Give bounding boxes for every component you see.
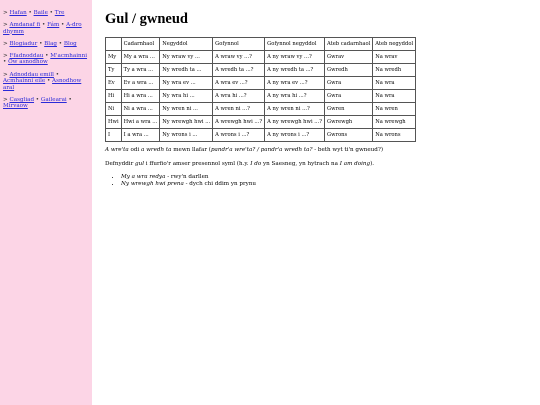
table-cell: Gwrewgh [325,116,373,129]
table-cell: I [106,129,122,142]
table-row [106,51,416,64]
paragraph-text: Defnyddir [105,161,136,167]
table-row [106,129,416,142]
table-cell: Ni [106,103,122,116]
nav-link-amdanaf-fi[interactable]: Amdanaf fi [9,22,41,29]
table-cell: Ny wraw vy ... [160,51,213,64]
nav-separator: • [66,96,72,103]
table-cell: Ev [106,77,122,90]
table-cell: A wra hi ...? [213,90,265,103]
table-cell: Ny wredh ta ... [160,64,213,77]
table-cell: Hwi [106,116,122,129]
nav-link-blogiadur[interactable]: Blogiadur [9,40,38,47]
example-term: I am doing [339,161,371,167]
nav-separator: • [57,40,64,47]
list-item [121,181,535,188]
table-row [106,90,416,103]
nav-link-adnoddau-emill[interactable]: Adnoddau emill [9,71,54,78]
nav-separator: • [37,40,45,47]
nav-link-casgliad[interactable]: Casgliad [9,96,35,103]
nav-link-gailearai[interactable]: Gailearai [40,96,67,103]
table-cell: Ty [106,64,122,77]
nav-separator: • [59,22,67,29]
example-translation: - rwy'n darllen [165,174,209,180]
nav-separator: • [3,59,9,66]
nav-link-acmhainni-eile[interactable]: Acmhainni eile [3,78,46,85]
table-cell: Ny wra ev ... [160,77,213,90]
table-cell: Hi [106,90,122,103]
example-term: My a wra redya [121,174,166,180]
nav-gallery [3,97,90,110]
table-cell: Ny wra hi ... [160,90,213,103]
table-row [106,103,416,116]
header-cell: Gofynnol negyddol [265,38,325,51]
table-cell: I a wra ... [121,129,160,142]
table-cell: Gwredh [325,64,373,77]
table-cell: Gwren [325,103,373,116]
table-cell: Ny wren ni ... [160,103,213,116]
header-cell: Negyddol [160,38,213,51]
header-cell: Gofynnol [213,38,265,51]
header-cell: Ateb negyddol [373,38,416,51]
table-cell: Ty a wra ... [121,64,160,77]
table-cell: Na wrons [373,129,416,142]
table-cell: Hwi a wra ... [121,116,160,129]
nav-link-baile[interactable]: Baile [33,10,48,16]
table-row [106,64,416,77]
list-item [121,174,535,181]
table-cell: A wra ev ...? [213,77,265,90]
table-cell: Na wredh [373,64,416,77]
table-cell: Na wra [373,90,416,103]
main-content [105,10,535,188]
table-cell: Ni a wra ... [121,103,160,116]
table-row [106,116,416,129]
table-cell: Na wren [373,103,416,116]
header-cell [106,38,122,51]
nav-prefix: > [3,71,10,78]
paragraph-text: mewn llafar ( [171,147,211,153]
nav-blog [3,41,90,48]
table-cell: Gwra [325,77,373,90]
example-term: Ny wrewgh hwi prena [121,181,184,187]
example-term: I do [250,161,262,167]
table-cell: Na wrewgh [373,116,416,129]
table-cell: A ny wrewgh hwi ...? [265,116,325,129]
header-cell: Cadarnhaol [121,38,160,51]
table-cell: A wrons i ...? [213,129,265,142]
table-row [106,77,416,90]
nav-separator: • [45,78,53,85]
nav-separator: • [53,71,59,78]
conjugation-table [105,37,416,142]
table-cell: Ev a wra ... [121,77,160,90]
table-cell: Hi a wra ... [121,90,160,103]
usage-note-paragraph [105,147,535,154]
nav-resources [3,53,90,66]
nav-separator: • [34,96,41,103]
paragraph-text: odi [128,147,142,153]
table-cell: My [106,51,122,64]
nav-prefix: > [3,10,10,16]
nav-home [3,10,90,17]
table-cell: A ny wra ev ...? [265,77,325,90]
paragraph-text: yn Saesneg, yn hytrach na [261,161,340,167]
nav-link-ffadnoddau[interactable]: Ffadnoddau [9,52,44,59]
table-cell: A ny wraw vy ...? [265,51,325,64]
nav-link-macmhainni[interactable]: M'acmhainni [50,52,88,59]
table-cell: A ny wren ni ...? [265,103,325,116]
table-cell: Ny wrewgh hwi ... [160,116,213,129]
paragraph-text: ). [370,161,375,167]
nav-link-hafan[interactable]: Hafan [9,10,27,16]
nav-link-a-dro-dhymm[interactable]: A-dro dhymm [3,22,82,35]
nav-link-asnodhow-aral[interactable]: Asnodhow aral [3,78,82,91]
nav-about [3,22,90,35]
table-cell: Gwra [325,90,373,103]
nav-separator: • [40,22,48,29]
page-title: Gul / gwneud [105,11,188,27]
nav-separator: • [47,10,55,16]
table-cell: Gwrav [325,51,373,64]
table-cell: Na wrav [373,51,416,64]
nav-link-tre[interactable]: Tre [54,10,65,16]
nav-link-mirvaow[interactable]: Mirvaow [3,103,28,110]
example-term: gul [135,161,145,167]
nav-other-resources [3,72,90,92]
nav-link-blog[interactable]: Blog [63,40,77,47]
nav-prefix: > [3,22,10,29]
table-cell: A ny wra hi ...? [265,90,325,103]
header-cell: Ateb cadarnhaol [325,38,373,51]
definition-paragraph [105,161,535,168]
example-term: a wredh ta [141,147,172,153]
nav-separator: • [43,52,51,59]
table-cell: Ny wrons i ... [160,129,213,142]
table-cell: A wren ni ...? [213,103,265,116]
table-cell: A wredh ta ...? [213,64,265,77]
nav-link-blag[interactable]: Blag [44,40,57,47]
table-cell: A ny wredh ta ...? [265,64,325,77]
table-cell: A wraw vy ...? [213,51,265,64]
nav-prefix: > [3,52,10,59]
nav-prefix: > [3,40,10,47]
table-cell: Gwrons [325,129,373,142]
nav-prefix: > [3,96,10,103]
nav-link-ow-asnodhow[interactable]: Ow asnodhow [8,59,48,66]
examples-list [105,174,535,188]
example-translation: - dych chi ddim yn prynu [183,181,257,187]
example-term: pandr'a wre'ta? / pandr'a wredh ta? [210,147,313,153]
table-cell: My a wra ... [121,51,160,64]
table-cell: A ny wrons i ...? [265,129,325,142]
nav-link-fam[interactable]: Fám [47,22,60,29]
example-term: A wre'ta [105,147,129,153]
sidebar [0,0,92,405]
paragraph-text: i ffurfio'r amser presennol syml (h.y. [144,161,251,167]
paragraph-text: - beth wyt ti'n gwneud?) [312,147,384,153]
table-cell: Na wra [373,77,416,90]
table-header-row [106,38,416,51]
table-cell: A wrewgh hwi ...? [213,116,265,129]
nav-separator: • [26,10,34,16]
